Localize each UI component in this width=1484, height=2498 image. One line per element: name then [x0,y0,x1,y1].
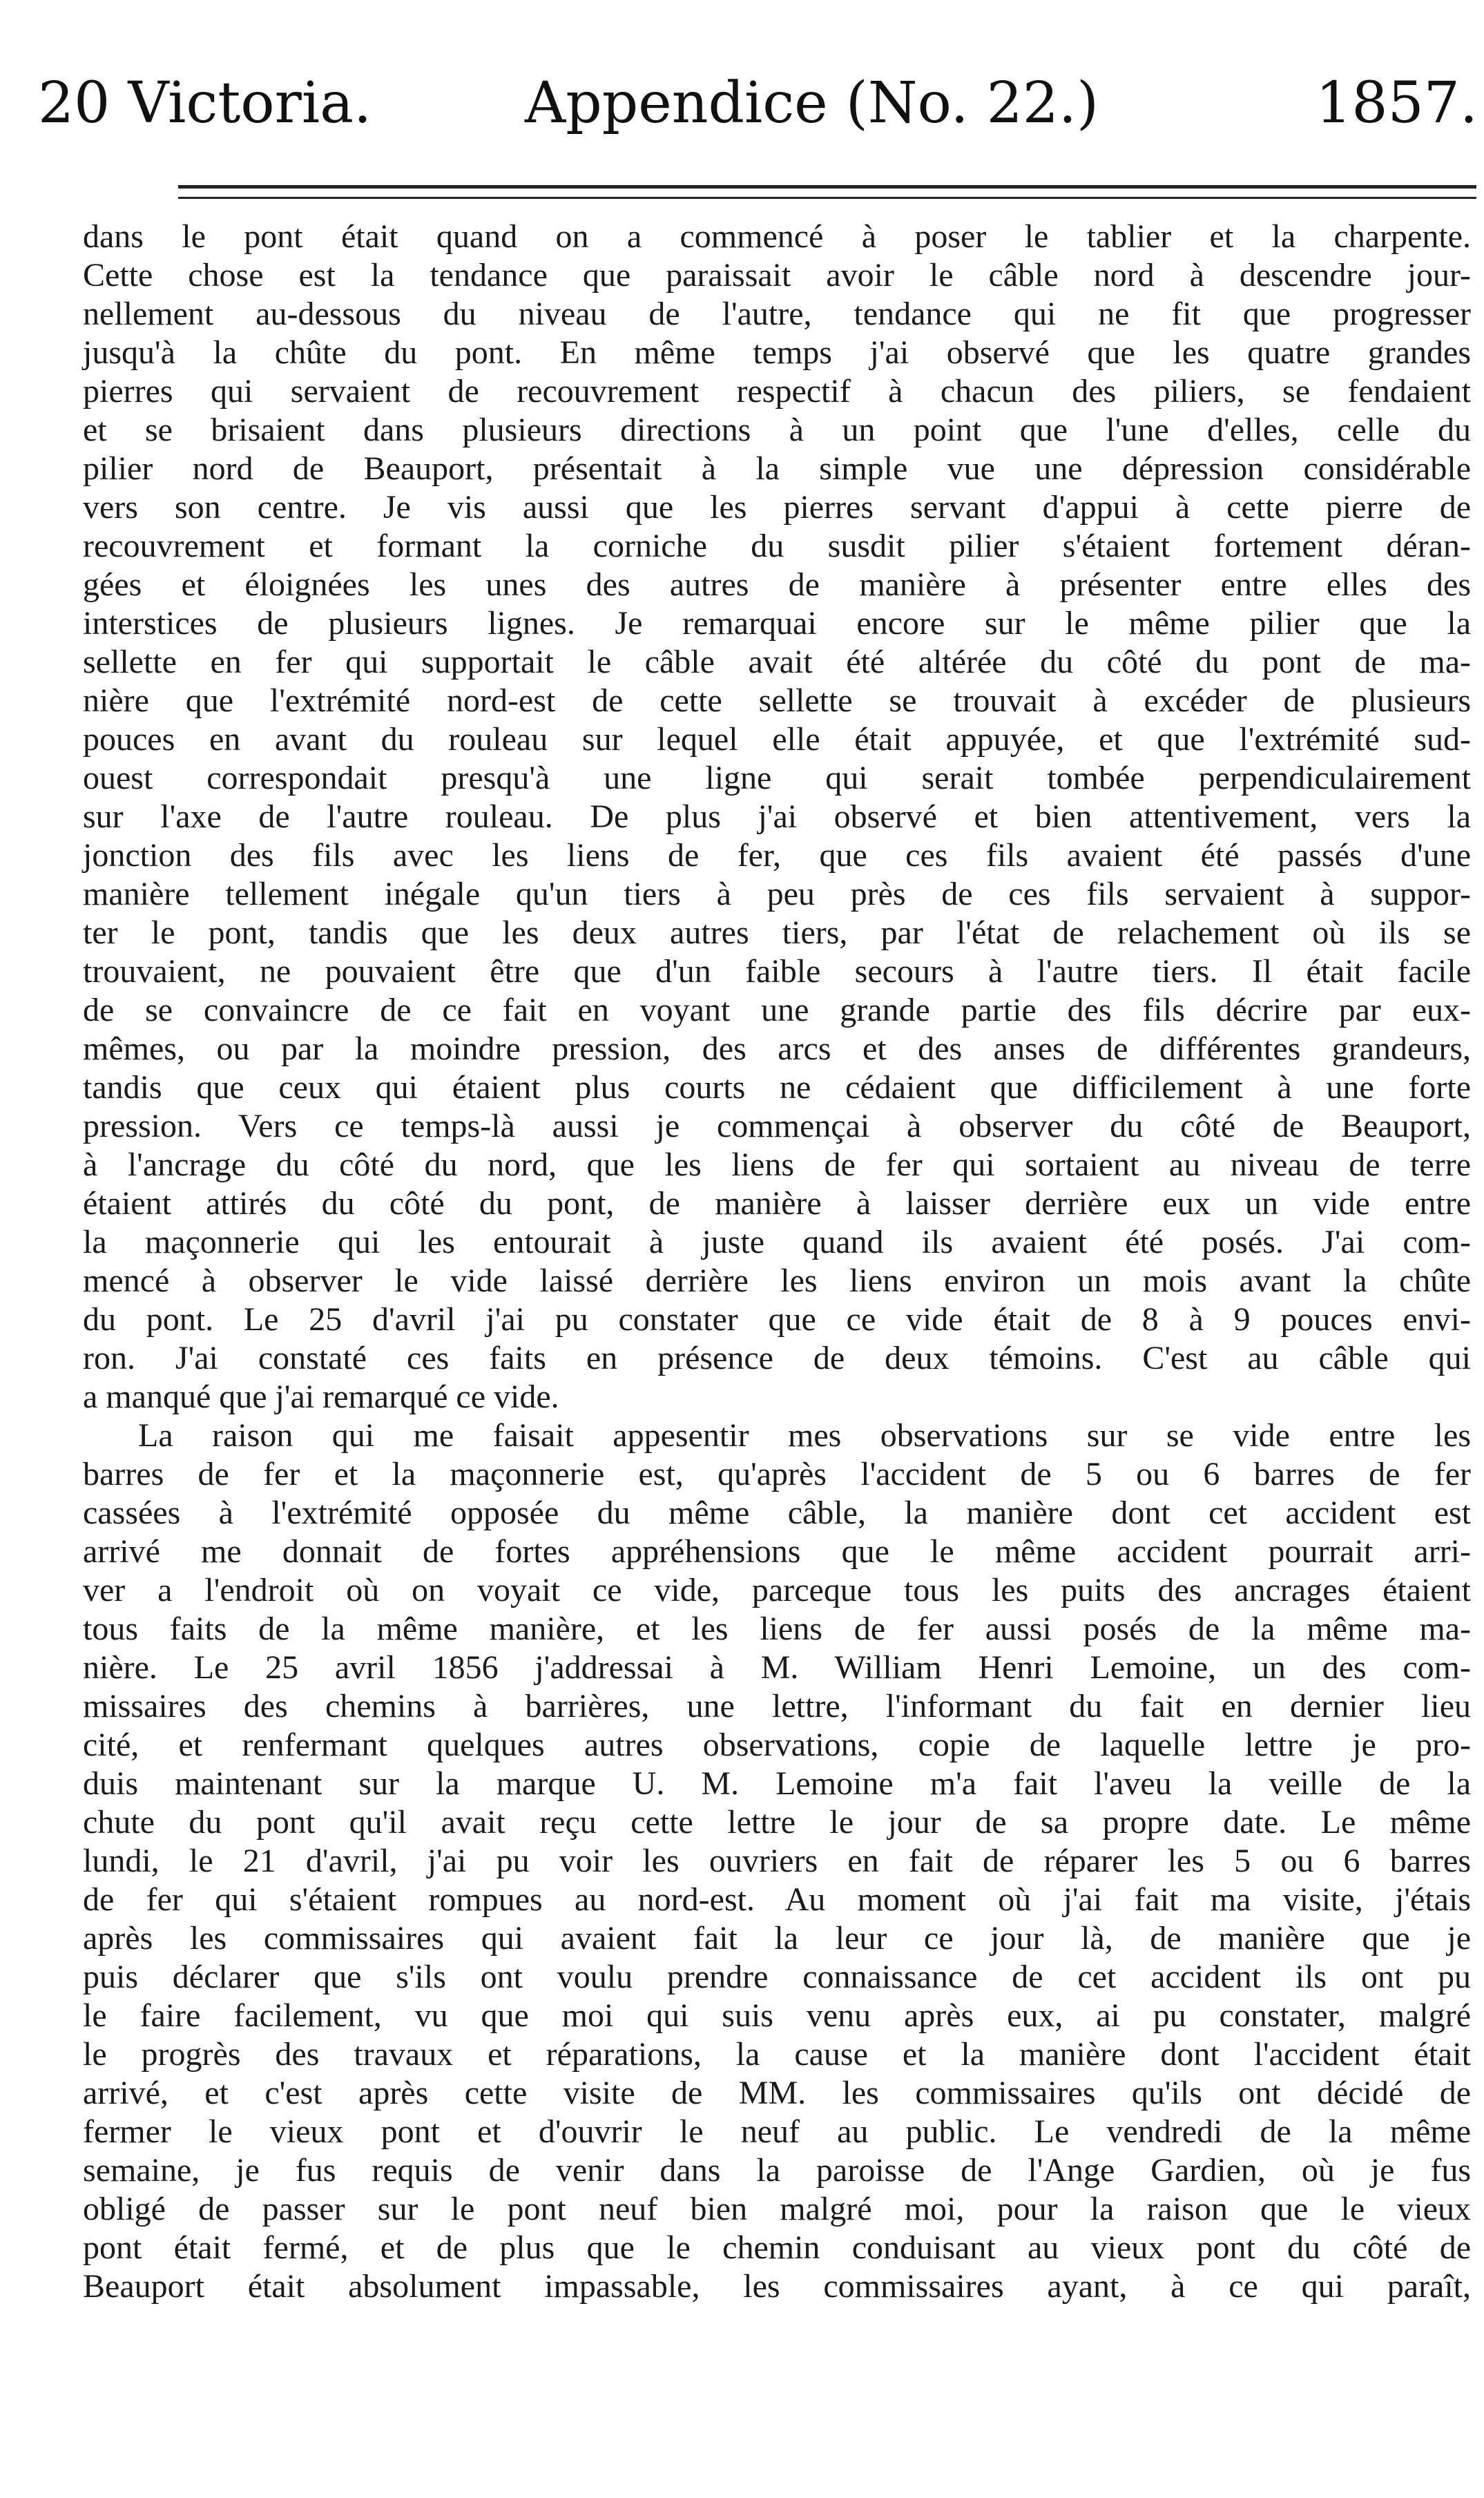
page-header [38,66,1478,142]
text-line: arrivé, et c'est après cette visite de MM. les commissaires qu'ils ont décidé de [83,2075,1471,2111]
text-line: ter le pont, tandis que les deux autres tiers, par l'état de relachement où ils se [83,914,1471,951]
text-line: le progrès des travaux et réparations, la cause et la manière dont l'accident était [83,2036,1471,2073]
text-line: de fer qui s'étaient rompues au nord-est. Au moment où j'ai fait ma visite, j'étais [83,1881,1471,1918]
text-line: jonction des fils avec les liens de fer, que ces fils avaient été passés d'une [83,837,1471,874]
text-line: nellement au-dessous du niveau de l'autre, tendance qui ne fit que progresser [83,296,1471,332]
text-line: à l'ancrage du côté du nord, que les liens de fer qui sortaient au niveau de terre [83,1146,1471,1183]
text-line: lundi, le 21 d'avril, j'ai pu voir les ouvriers en fait de réparer les 5 ou 6 barres [83,1843,1471,1879]
text-line: pouces en avant du rouleau sur lequel elle était appuyée, et que l'extrémité sud- [83,721,1471,758]
text-line: jusqu'à la chûte du pont. En même temps j'ai observé que les quatre grandes [83,334,1471,371]
text-line: pierres qui servaient de recouvrement respectif à chacun des piliers, se fendaient [83,373,1471,410]
text-line: mencé à observer le vide laissé derrière les liens environ un mois avant la chûte [83,1262,1471,1299]
text-line: du pont. Le 25 d'avril j'ai pu constater que ce vide était de 8 à 9 pouces envi- [83,1301,1471,1338]
text-line: nière. Le 25 avril 1856 j'addressai à M. William Henri Lemoine, un des com- [83,1649,1471,1686]
text-line: missaires des chemins à barrières, une lettre, l'informant du fait en dernier lieu [83,1688,1471,1724]
text-line: duis maintenant sur la marque U. M. Lemoine m'a fait l'aveu la veille de la [83,1765,1471,1802]
text-line: vers son centre. Je vis aussi que les pierres servant d'appui à cette pierre de [83,489,1471,526]
text-line: pression. Vers ce temps-là aussi je commençai à observer du côté de Beauport, [83,1108,1471,1144]
header-session: 20 Victoria. [38,70,372,136]
text-line: nière que l'extrémité nord-est de cette sellette se trouvait à excéder de plusieurs [83,682,1471,719]
text-line: tous faits de la même manière, et les liens de fer aussi posés de la même ma- [83,1611,1471,1647]
text-line: mêmes, ou par la moindre pression, des arcs et des anses de différentes grandeurs, [83,1030,1471,1067]
text-line: cassées à l'extrémité opposée du même câble, la manière dont cet accident est [83,1495,1471,1531]
text-line: recouvrement et formant la corniche du susdit pilier s'étaient fortement déran- [83,528,1471,564]
text-line: La raison qui me faisait appesentir mes observations sur se vide entre les [138,1417,1471,1454]
text-line: interstices de plusieurs lignes. Je remarquai encore sur le même pilier que la [83,605,1471,642]
text-line: sur l'axe de l'autre rouleau. De plus j'ai observé et bien attentivement, vers la [83,798,1471,835]
text-line: obligé de passer sur le pont neuf bien malgré moi, pour la raison que le vieux [83,2191,1471,2227]
body-text [83,218,1471,2306]
header-appendix: Appendice (No. 22.) [525,70,1099,136]
text-line: manière tellement inégale qu'un tiers à peu près de ces fils servaient à suppor- [83,876,1471,912]
text-line: sellette en fer qui supportait le câble avait été altérée du côté du pont de ma- [83,644,1471,680]
text-line: chute du pont qu'il avait reçu cette lettre le jour de sa propre date. Le même [83,1804,1471,1841]
text-line: cité, et renfermant quelques autres observations, copie de laquelle lettre je pro- [83,1727,1471,1763]
text-line: trouvaient, ne pouvaient être que d'un faible secours à l'autre tiers. Il était facile [83,953,1471,990]
text-line: ouest correspondait presqu'à une ligne qui serait tombée perpendiculairement [83,760,1471,796]
text-line: dans le pont était quand on a commencé à poser le tablier et la charpente. [83,218,1471,255]
header-year: 1857. [1316,70,1478,136]
text-line: la maçonnerie qui les entourait à juste quand ils avaient été posés. J'ai com- [83,1224,1471,1260]
text-line: de se convaincre de ce fait en voyant une grande partie des fils décrire par eux- [83,992,1471,1028]
header-rule-thin [178,197,1476,199]
text-line: étaient attirés du côté du pont, de manière à laisser derrière eux un vide entre [83,1185,1471,1222]
text-line: tandis que ceux qui étaient plus courts ne cédaient que difficilement à une forte [83,1069,1471,1106]
text-line: après les commissaires qui avaient fait la leur ce jour là, de manière que je [83,1920,1471,1957]
text-line: semaine, je fus requis de venir dans la paroisse de l'Ange Gardien, où je fus [83,2152,1471,2189]
text-line: puis déclarer que s'ils ont voulu prendre connaissance de cet accident ils ont pu [83,1959,1471,1995]
text-line: ver a l'endroit où on voyait ce vide, parceque tous les puits des ancrages étaient [83,1572,1471,1608]
text-line: fermer le vieux pont et d'ouvrir le neuf au public. Le vendredi de la même [83,2113,1471,2150]
text-line: Cette chose est la tendance que paraissait avoir le câble nord à descendre jour- [83,257,1471,294]
text-line: gées et éloignées les unes des autres de manière à présenter entre elles des [83,566,1471,603]
text-line: barres de fer et la maçonnerie est, qu'après l'accident de 5 ou 6 barres de fer [83,1456,1471,1492]
text-line: et se brisaient dans plusieurs directions à un point que l'une d'elles, celle du [83,412,1471,448]
text-line: pilier nord de Beauport, présentait à la simple vue une dépression considérable [83,450,1471,487]
text-line: arrivé me donnait de fortes appréhensions que le même accident pourrait arri- [83,1533,1471,1570]
text-line: ron. J'ai constaté ces faits en présence de deux témoins. C'est au câble qui [83,1340,1471,1376]
header-rule-thick [178,185,1476,189]
text-line: pont était fermé, et de plus que le chemin conduisant au vieux pont du côté de [83,2229,1471,2266]
text-line: Beauport était absolument impassable, les commissaires ayant, à ce qui paraît, [83,2268,1471,2305]
text-line: a manqué que j'ai remarqué ce vide. [83,1378,559,1415]
text-line: le faire facilement, vu que moi qui suis venu après eux, ai pu constater, malgré [83,1997,1471,2034]
